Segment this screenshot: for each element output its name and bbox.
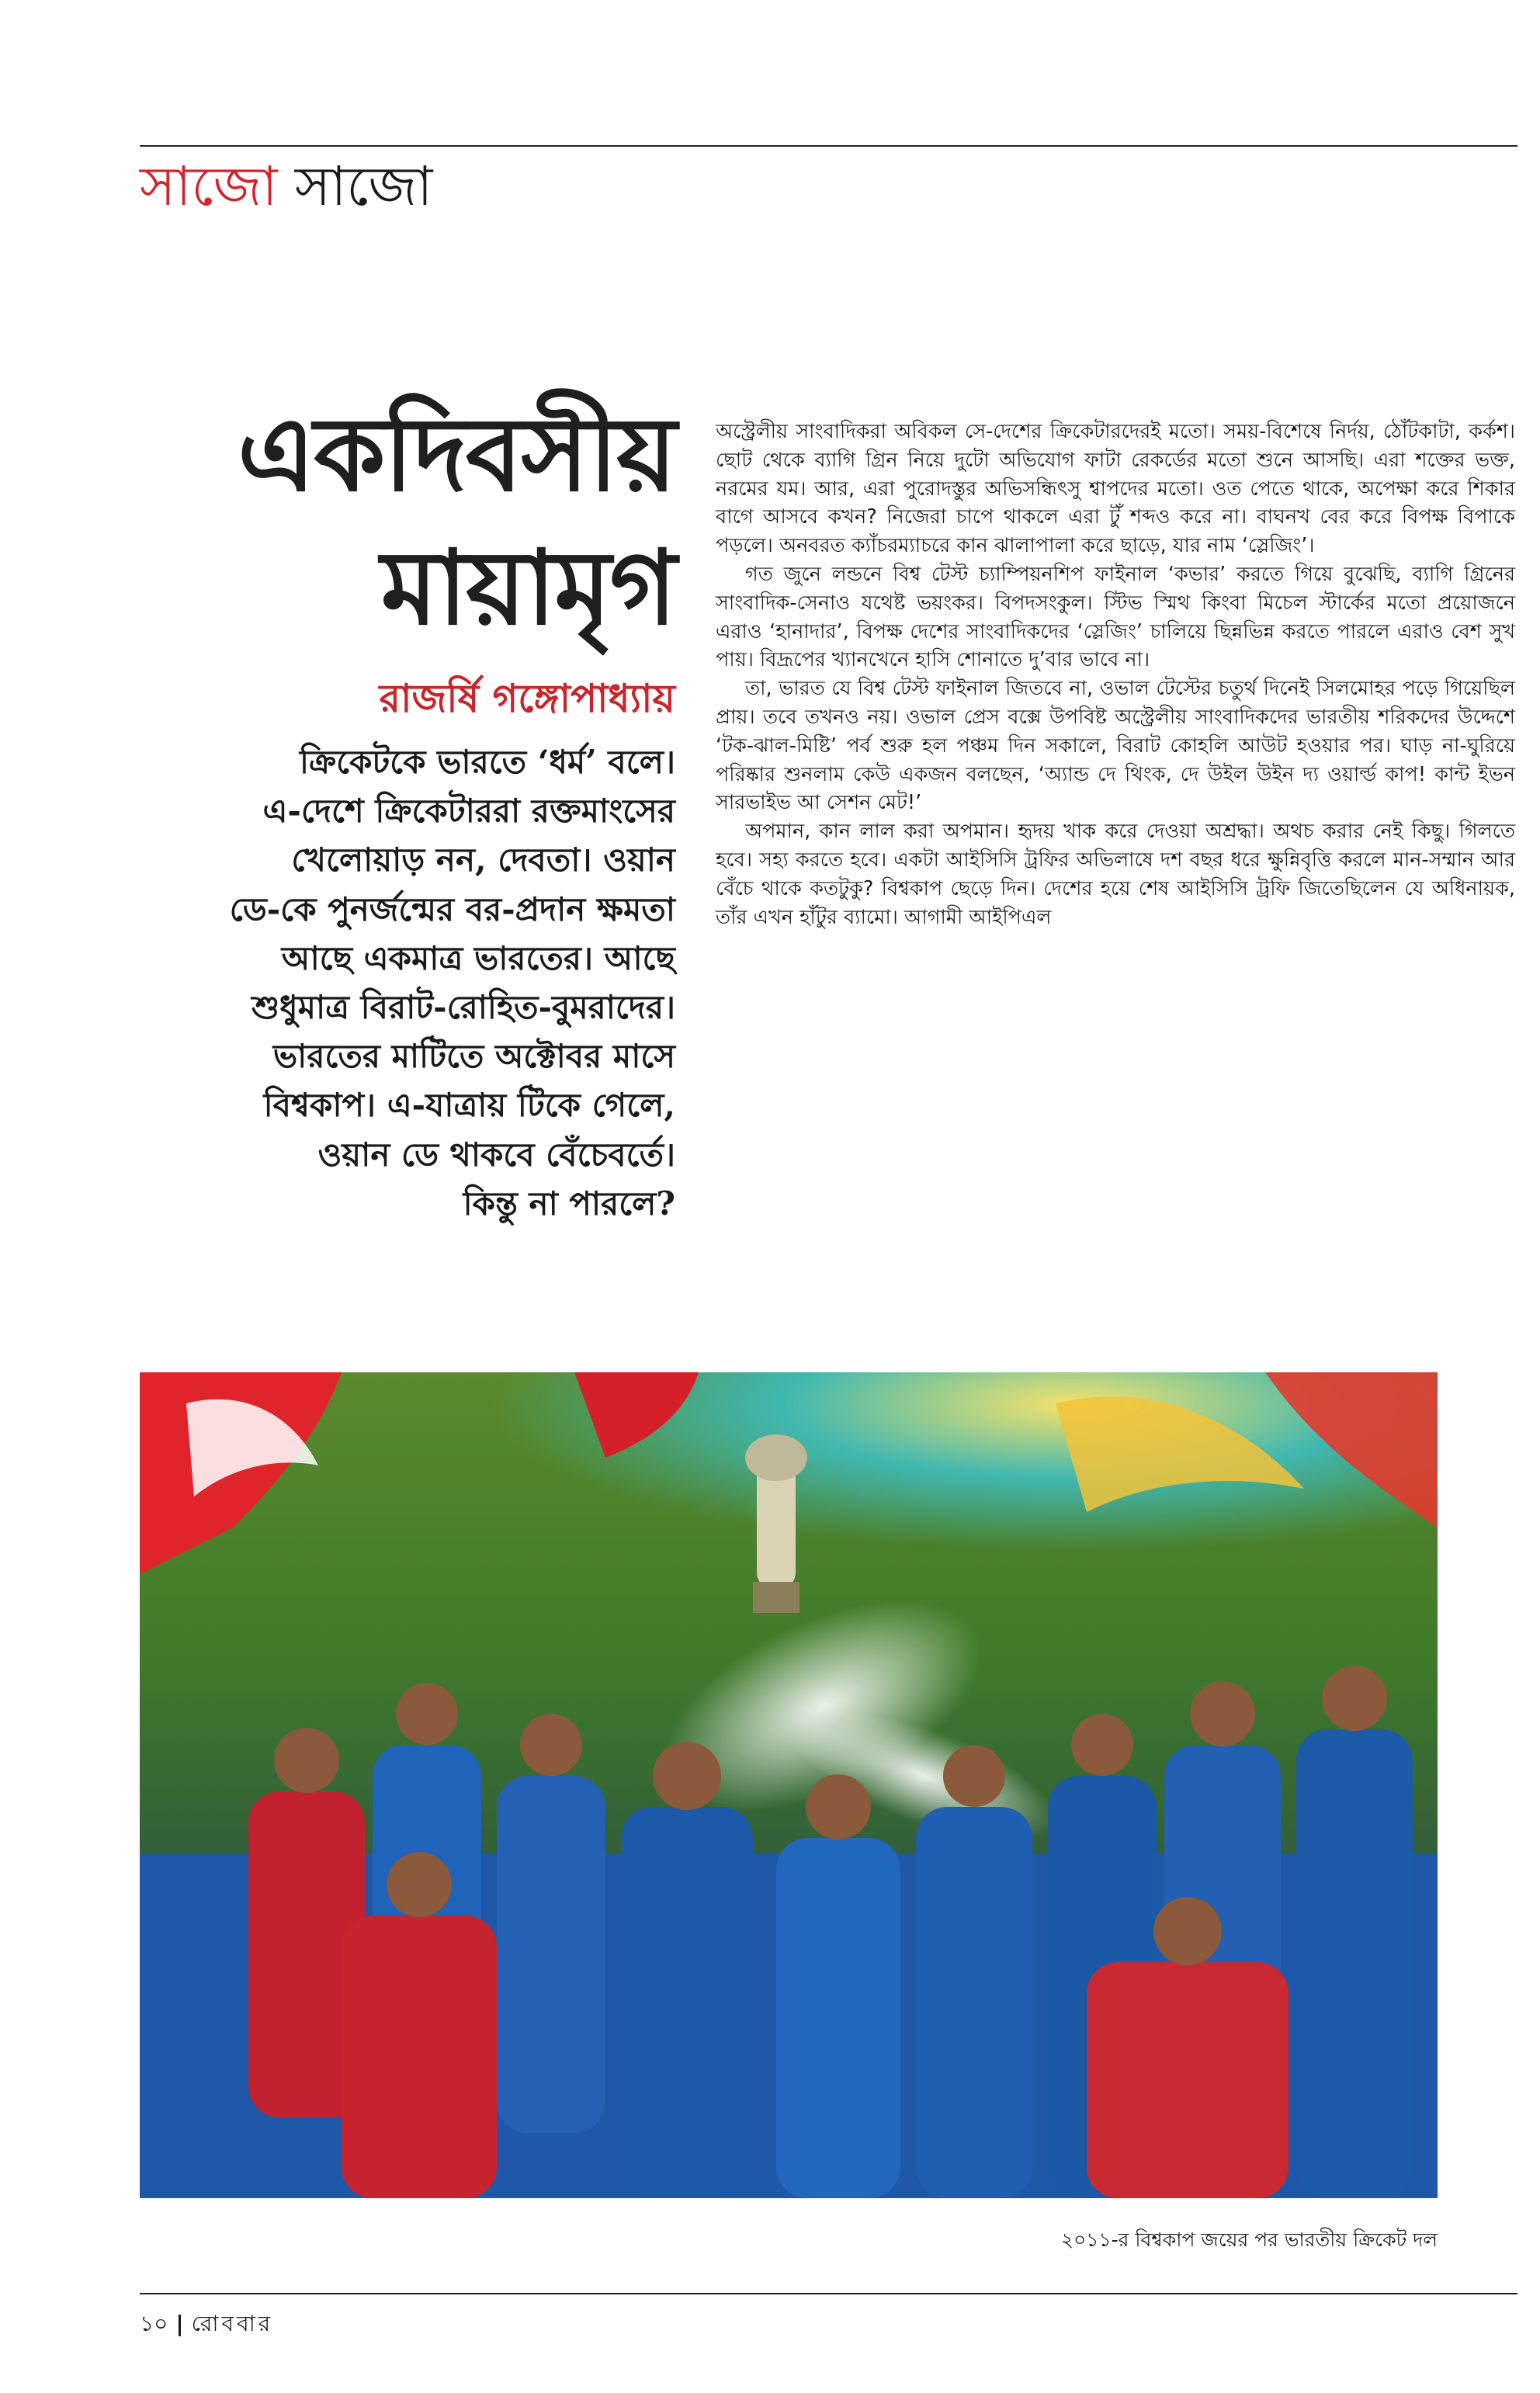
- page-footer: [140, 2307, 273, 2343]
- footer-separator: |: [175, 2311, 184, 2336]
- intro-line: ক্রিকেটকে ভারতে ‘ধর্ম’ বলে।: [299, 743, 675, 781]
- intro-line: কিন্তু না পারলে?: [463, 1184, 675, 1223]
- intro-paragraph: [140, 737, 675, 1228]
- section-label-black: সাজো: [294, 154, 433, 218]
- page-number: ১০: [140, 2311, 168, 2336]
- headline-line-2: মায়ামৃগ: [380, 528, 675, 648]
- intro-line: আছে একমাত্র ভারতের। আছে: [281, 938, 675, 977]
- section-label: [140, 154, 433, 218]
- intro-line: শুধুমাত্র বিরাট-রোহিত-বুমরাদের।: [251, 988, 675, 1027]
- magazine-name: রোববার: [191, 2311, 274, 2336]
- intro-line: বিশ্বকাপ। এ-যাত্রায় টিকে গেলে,: [263, 1086, 675, 1125]
- body-paragraph: অপমান, কান লাল করা অপমান। হৃদয় খাক করে দেওয়া অশ্রদ্ধা। অথচ করার নেই কিছু। গিলতে হবে। সহ্য করতে হবে। একটা আইসিসি ট্রফির অভিলাষে দশ বছর ধরে ক্ষুন্নিবৃত্তি করলে মান-সম্মান আর বেঁচে থাকে কতটুকু? বিশ্বকাপ ছেড়ে দিন। দেশের হয়ে শেষ আইসিসি ট্রফি জিতেছিলেন যে অধিনায়ক, তাঁর এখন হাঁটুর ব্যামো। আগামী আইপিএল: [716, 820, 1515, 929]
- team-celebration-photo: [140, 1372, 1438, 2198]
- article-body: [716, 418, 1515, 931]
- photo-caption: ২০১১-র বিশ্বকাপ জয়ের পর ভারতীয় ক্রিকেট দল: [1060, 2228, 1438, 2251]
- headline-line-1: একদিবসীয়: [237, 394, 675, 515]
- byline: রাজর্ষি গঙ্গোপাধ্যায়: [379, 675, 675, 721]
- body-paragraph: তা, ভারত যে বিশ্ব টেস্ট ফাইনাল জিতবে না, ওভাল টেস্টের চতুর্থ দিনেই সিলমোহর পড়ে গিয়েছিল প্রায়। তবে তখনও নয়। ওভাল প্রেস বক্সে উপবিষ্ট অস্ট্রেলীয় সাংবাদিকদের ভারতীয় শরিকদের উদ্দেশে ‘টক-ঝাল-মিষ্টি’ পর্ব শুরু হল পঞ্চম দিন সকালে, বিরাট কোহলি আউট হওয়ার পর। ঘাড় না-ঘুরিয়ে পরিষ্কার শুনলাম কেউ একজন বলছেন, ‘অ্যান্ড দে থিংক, দে উইল উইন দ্য ওয়ার্ল্ড কাপ! কান্ট ইভন সারভাইভ আ সেশন মেট!’: [716, 677, 1515, 815]
- intro-line: এ-দেশে ক্রিকেটাররা রক্তমাংসের: [262, 792, 675, 831]
- intro-line: ডে-কে পুনর্জন্মের বর-প্রদান ক্ষমতা: [229, 890, 675, 928]
- top-rule: [140, 145, 1517, 147]
- intro-line: ওয়ান ডে থাকবে বেঁচেবর্তে।: [317, 1135, 675, 1174]
- section-label-red: সাজো: [140, 154, 278, 218]
- intro-line: খেলোয়াড় নন, দেবতা। ওয়ান: [291, 841, 675, 879]
- intro-line: ভারতের মাটিতে অক্টোবর মাসে: [272, 1037, 675, 1076]
- body-paragraph: গত জুনে লন্ডনে বিশ্ব টেস্ট চ্যাম্পিয়নশিপ ফাইনাল ‘কভার’ করতে গিয়ে বুঝেছি, ব্যাগি গ্রিনের সাংবাদিক-সেনাও যথেষ্ট ভয়ংকর। বিপদসংকুল। স্টিভ স্মিথ কিংবা মিচেল স্টার্কের মতো প্রয়োজনে এরাও ‘হানাদার’, বিপক্ষ দেশের সাংবাদিকদের ‘স্লেজিং’ চালিয়ে ছিন্নভিন্ন করতে পারলে এরাও বেশ সুখ পায়। বিদ্রূপের খ্যানখেনে হাসি শোনাতে দু’বার ভাবে না।: [716, 562, 1515, 672]
- bottom-rule: [140, 2293, 1517, 2294]
- body-paragraph: অস্ট্রেলীয় সাংবাদিকরা অবিকল সে-দেশের ক্রিকেটারদেরই মতো। সময়-বিশেষে নির্দয়, ঠোঁটকাটা, কর্কশ। ছোট থেকে ব্যাগি গ্রিন নিয়ে দুটো অভিযোগ ফাটা রেকর্ডের মতো শুনে আসছি। এরা শক্তের ভক্ত, নরমের যম। আর, এরা পুরোদস্তুর অভিসন্ধিৎসু শ্বাপদের মতো। ওত পেতে থাকে, অপেক্ষা করে শিকার বাগে আসবে কখন? নিজেরা চাপে থাকলে এরা টুঁ শব্দও করে না। বাঘনখ বের করে বিপক্ষ বিপাকে পড়লে। অনবরত ক্যাঁচরম্যাচরে কান ঝালাপালা করে ছাড়ে, যার নাম ‘স্লেজিং’।: [716, 420, 1515, 558]
- headline: [140, 388, 675, 655]
